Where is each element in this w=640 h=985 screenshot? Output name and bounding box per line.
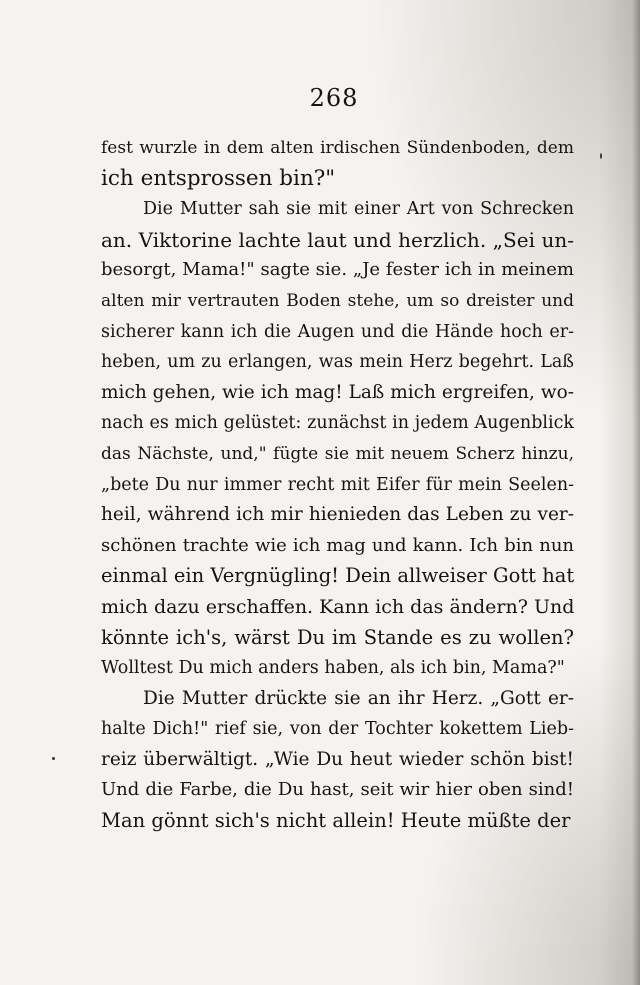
text-line: einmal ein Vergnügling! Dein allweiser Gott hat [101,564,575,588]
text-line: „bete Du nur immer recht mit Eifer für mein Seelen- [101,474,574,495]
text-line: mich gehen, wie ich mag! Laß mich ergreifen, wo- [101,381,574,403]
text-line: alten mir vertrauten Boden stehe, um so dreister und [101,290,574,311]
text-line: ich entsprossen bin?" [101,165,336,191]
text-line: halte Dich!" rief sie, von der Tochter kokettem Lieb- [101,719,574,740]
text-line: heben, um zu erlangen, was mein Herz begehrt. Laß [101,352,574,373]
text-line: das Nächste, und," fügte sie mit neuem Scherz hinzu, [101,443,574,464]
text-line: besorgt, Mama!" sagte sie. „Je fester ich in meinem [101,259,574,281]
text-line: reiz überwältigt. „Wie Du heut wieder schön bist! [101,748,574,770]
text-line: Und die Farbe, die Du hast, seit wir hier oben sind! [101,779,574,801]
body-text [101,133,574,837]
text-line: an. Viktorine lachte laut und herzlich. „Sei un- [101,227,574,252]
page-number: 268 [309,84,359,112]
text-line: könnte ich's, wärst Du im Stande es zu wollen? [101,625,574,649]
text-line: fest wurzle in dem alten irdischen Sündenboden, dem [101,138,574,158]
text-line: nach es mich gelüstet: zunächst in jedem Augenblick [101,413,574,434]
text-line: Die Mutter sah sie mit einer Art von Schrecken [143,199,574,220]
text-line: Man gönnt sich's nicht allein! Heute müßte der [101,809,571,833]
text-line: heil, während ich mir hienieden das Leben zu ver- [101,504,574,526]
text-line: mich dazu erschaffen. Kann ich das ändern? Und [101,595,575,618]
text-line: sicherer kann ich die Augen und die Hände hoch er- [101,321,574,342]
print-speck [52,757,55,760]
text-line: Die Mutter drückte sie an ihr Herz. „Gott er- [143,687,574,709]
print-speck [600,153,602,159]
text-line: schönen trachte wie ich mag und kann. Ich bin nun [101,534,574,556]
text-line: Wolltest Du mich anders haben, als ich bin, Mama?" [101,658,565,679]
